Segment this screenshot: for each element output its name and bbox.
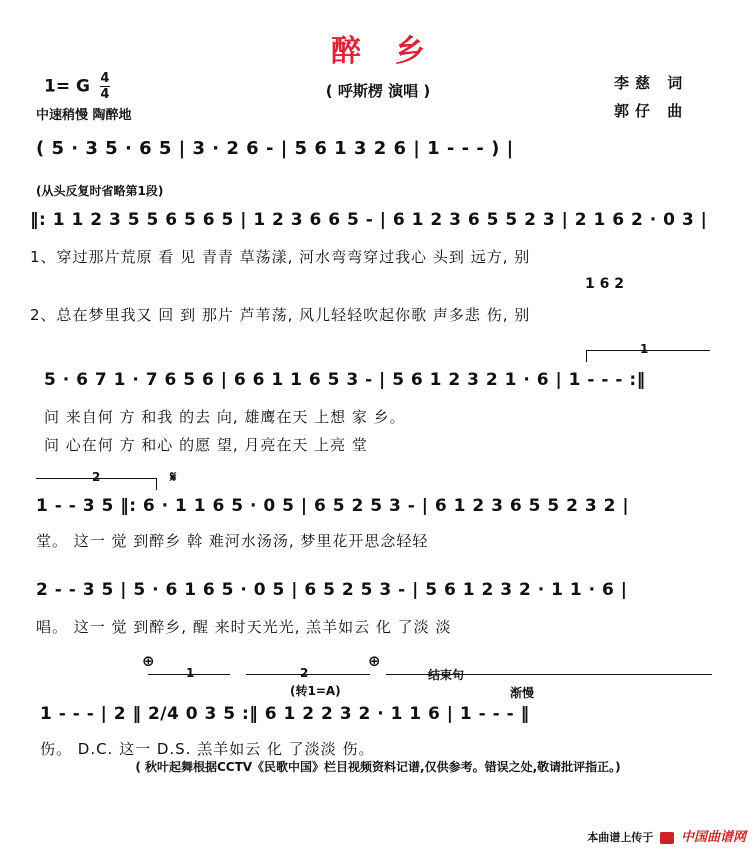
composer-credit: 郭仔 曲 — [614, 102, 689, 120]
page-title: 醉乡 — [331, 34, 459, 69]
time-signature — [100, 72, 110, 101]
performer-subtitle: ( 呼斯楞 演唱 ) — [325, 82, 431, 100]
volta-1-label: 1 — [640, 342, 649, 356]
segno-icon: 𝄋 — [170, 468, 177, 486]
transcription-note: ( 秋叶起舞根据CCTV《民歌中国》栏目视频资料记谱,仅供参考。错误之处,敬请批评指正。) — [135, 760, 621, 774]
score-row-1: ‖: 1 1 2 3 5 5 6 5 6 5 | 1 2 3 6 6 5 - | 6 1 2 3 6 5 5 2 3 | 2 1 6 2 · 0 3 | — [30, 210, 708, 230]
lyric-row-2-verse-1: 问 来自何 方 和我 的去 向, 雄鹰在天 上想 家 乡。 — [44, 408, 406, 426]
coda-icon-2: ⊕ — [368, 652, 381, 670]
score-row-2: 5 · 6 7 1 · 7 6 5 6 | 6 6 1 1 6 5 3 - | 5 6 1 2 3 2 1 · 6 | 1 - - - :‖ — [44, 370, 646, 390]
variant-notes: 1 6 2 — [585, 276, 624, 292]
site-logo-icon — [660, 832, 674, 844]
ending-label: 结束句 — [428, 668, 465, 682]
time-denominator: 4 — [100, 87, 110, 102]
lyric-row-2-verse-2: 问 心在何 方 和心 的愿 望, 月亮在天 上亮 堂 — [44, 436, 368, 454]
time-numerator: 4 — [100, 71, 110, 86]
upload-credit — [587, 826, 746, 845]
volta-2-label: 2 — [92, 470, 101, 484]
key-prefix: 1= G — [44, 76, 90, 97]
ritardando-label: 渐慢 — [510, 686, 535, 700]
upload-text: 本曲谱上传于 — [587, 831, 654, 844]
score-row-3: 1 - - 3 5 ‖: 6 · 1 1 6 5 · 0 5 | 6 5 2 5 3 - | 6 1 2 3 6 5 5 2 3 2 | — [36, 496, 630, 516]
repeat-note: (从头反复时省略第1段) — [36, 184, 164, 198]
lyricist-credit: 李慈 词 — [614, 74, 689, 92]
lyric-row-5: 伤。 D.C. 这一 D.S. 羔羊如云 化 了淡淡 伤。 — [40, 740, 375, 758]
lyric-row-4: 唱。 这一 觉 到醉乡, 醒 来时天光光, 羔羊如云 化 了淡 淡 — [36, 618, 452, 636]
lyric-row-1-verse-2: 2、总在梦里我又 回 到 那片 芦苇荡, 风儿轻轻吹起你歌 声多悲 伤, 别 — [30, 306, 531, 324]
lyric-row-1-verse-1: 1、穿过那片荒原 看 见 青青 草荡漾, 河水弯弯穿过我心 头到 远方, 别 — [30, 248, 531, 266]
key-signature — [44, 72, 110, 101]
coda-icon: ⊕ — [142, 652, 155, 670]
modulation-label: (转1=A) — [290, 684, 341, 698]
intro-notes: ( 5 · 3 5 · 6 5 | 3 · 2 6 - | 5 6 1 3 2 6 | 1 - - - ) | — [36, 138, 514, 159]
volta-1-end-label: 1 — [186, 666, 195, 680]
score-row-4: 2 - - 3 5 | 5 · 6 1 6 5 · 0 5 | 6 5 2 5 3 - | 5 6 1 2 3 2 · 1 1 · 6 | — [36, 580, 628, 600]
tempo-marking: 中速稍慢 陶醉地 — [36, 108, 132, 123]
score-row-5: 1 - - - | 2 ‖ 2/4 0 3 5 :‖ 6 1 2 2 3 2 · 1 1 6 | 1 - - - ‖ — [40, 704, 530, 724]
volta-2-end-label: 2 — [300, 666, 309, 680]
lyric-row-3: 堂。 这一 觉 到醉乡 斡 难河水汤汤, 梦里花开思念轻轻 — [36, 532, 429, 550]
site-brand[interactable]: 中国曲谱网 — [680, 830, 746, 845]
